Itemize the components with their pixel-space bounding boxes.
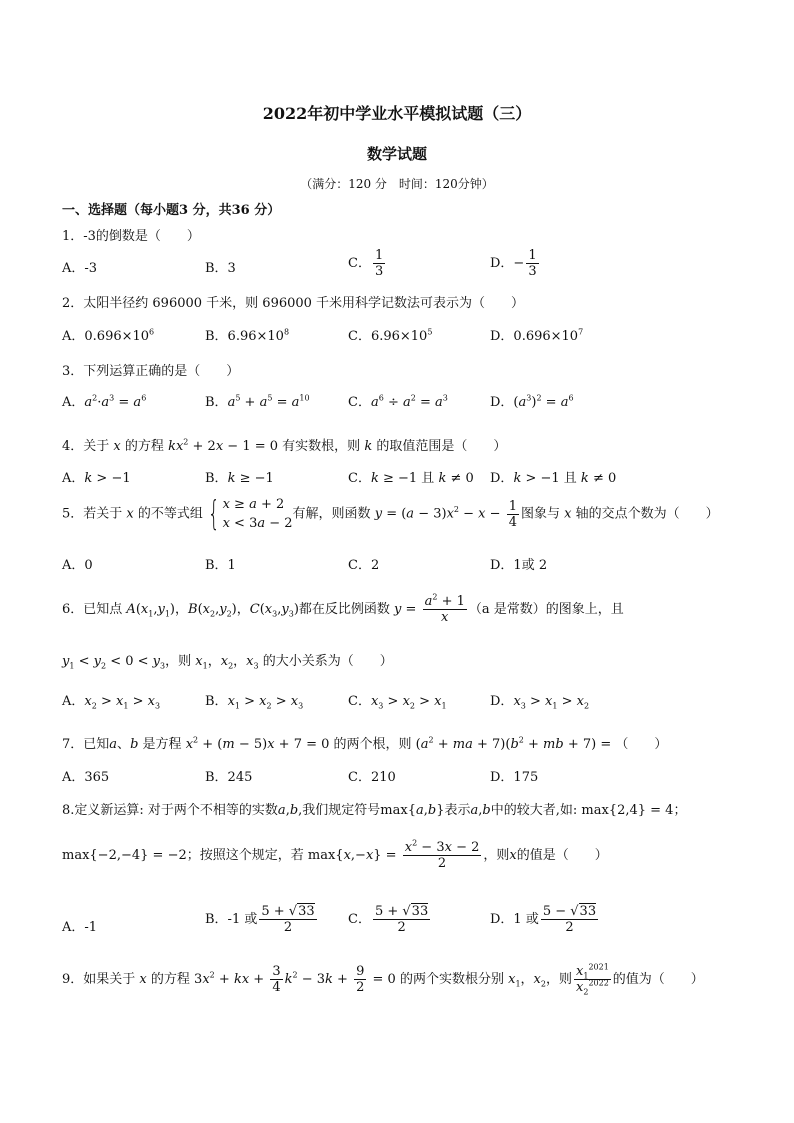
q3-option-b: B．$a^5 + a^5 = a^{10}$ bbox=[205, 393, 310, 410]
q7-option-a: A．365 bbox=[62, 770, 110, 785]
q5-option-a: A．0 bbox=[62, 558, 93, 573]
section-heading: 一、选择题（每小题3 分，共36 分） bbox=[62, 203, 281, 218]
q8-option-b: B．-1 或 $\frac{5 + √33}{2}$ bbox=[205, 904, 315, 935]
q3-option-d: D．$(a^3)^2 = a^6$ bbox=[490, 393, 574, 410]
exam-title: 2022年初中学业水平模拟试题（三） bbox=[262, 104, 532, 123]
q4-option-c: C．k ≥ −1 且 k ≠ 0 bbox=[348, 471, 474, 486]
q5-option-d: D．1或 2 bbox=[490, 558, 548, 573]
exam-subject: 数学试题 bbox=[366, 145, 427, 163]
question-2-stem: 2．太阳半径约 696000 千米，则 696000 千米用科学记数法可表示为（ ） bbox=[62, 296, 525, 311]
question-1-stem: 1．-3的倒数是（ ） bbox=[62, 229, 200, 244]
exam-info: （满分：120 分 时间：120分钟） bbox=[300, 177, 494, 191]
q6-option-d: D．$x_3 > x_1 > x_2$ bbox=[490, 694, 590, 711]
q7-option-b: B．245 bbox=[205, 770, 253, 785]
q5-option-c: C．2 bbox=[348, 558, 380, 573]
q7-option-d: D．175 bbox=[490, 770, 539, 785]
question-8-line1: 8.定义新运算: 对于两个不相等的实数a,b,我们规定符号max{a,b}表示a,b中的较大者,如: max{2,4} = 4； bbox=[62, 803, 687, 818]
q1-option-c: C． $\frac{1}{3}$ bbox=[348, 248, 384, 279]
q7-option-c: C．210 bbox=[348, 770, 396, 785]
question-4-stem: 4．关于 x 的方程 $kx^2 + 2x - 1 = 0$ 有实数根，则 k 的取值范围是（ ） bbox=[62, 437, 507, 454]
q4-option-d: D．k > −1 且 k ≠ 0 bbox=[490, 471, 617, 486]
q3-option-c: C．$a^6 \div a^2 = a^3$ bbox=[348, 393, 448, 410]
q8-option-c: C． $\frac{5 + √33}{2}$ bbox=[348, 904, 429, 935]
q2-option-a: A．$0.696\times 10^6$ bbox=[62, 327, 155, 344]
q3-option-a: A．$a^2\cdot a^3 = a^6$ bbox=[62, 393, 147, 410]
question-9-stem: 9．如果关于 x 的方程 $3x^2$ + kx + $\frac{3}{4}$ $k^2 - 3k$ + $\frac{9}{2}$ = 0 的两个实数根分别 $x_1$，$x_2$，则 $\frac{x_1^{2021}}{x_2^{2022}}$ 的值为（ ） bbox=[62, 962, 704, 997]
question-5-stem: 5．若关于 x 的不等式组 { x ≥ a + 2 x < 3a − 2 有解，则函数 $y = (a - 3)x^2 - x$ − $\frac{1}{4}$ 图象与 x 轴的交点个数为（ ） bbox=[62, 494, 719, 534]
q5-option-b: B．1 bbox=[205, 558, 236, 573]
q2-option-d: D．$0.696\times 10^7$ bbox=[490, 327, 584, 344]
q6-option-c: C．$x_3 > x_2 > x_1$ bbox=[348, 694, 447, 711]
q1-option-a: A．-3 bbox=[62, 261, 98, 276]
q4-option-a: A．k > −1 bbox=[62, 471, 131, 486]
question-7-stem: 7．已知a、b 是方程 $x^2 + (m - 5)x + 7 = 0$ 的两个根，则 ($a^2$ + ma + $7)(b^2$ + mb + 7) = （ ） bbox=[62, 735, 668, 752]
q6-option-b: B．$x_1 > x_2 > x_3$ bbox=[205, 694, 304, 711]
q8-option-d: D．1 或 $\frac{5 - √33}{2}$ bbox=[490, 904, 597, 935]
q8-option-a: A．-1 bbox=[62, 920, 98, 935]
q1-option-b: B．3 bbox=[205, 261, 236, 276]
q6-option-a: A．$x_2 > x_1 > x_3$ bbox=[62, 694, 161, 711]
q4-option-b: B．k ≥ −1 bbox=[205, 471, 274, 486]
question-6-stem: 6．已知点 $A(x_1,y_1)$，$B(x_2,y_2)$，$C(x_3,y_3)$都在反比例函数 y = $\frac{a^2 + 1}{x}$ （a 是常数）的图象上，且 bbox=[62, 592, 624, 625]
question-8-line2: max{−2,−4} = −2；按照这个规定，若 max{x,−x} = $\frac{x^2 - 3x - 2}{2}$ ，则x的值是（ ） bbox=[62, 838, 608, 871]
question-3-stem: 3．下列运算正确的是（ ） bbox=[62, 364, 240, 379]
q1-option-d: D．− $\frac{1}{3}$ bbox=[490, 248, 537, 279]
q2-option-b: B．$6.96\times 10^8$ bbox=[205, 327, 290, 344]
q2-option-c: C．$6.96\times 10^5$ bbox=[348, 327, 433, 344]
question-6-line2: $y_1 < y_2 < 0 < y_3$，则 $x_1$，$x_2$，$x_3$ 的大小关系为（ ） bbox=[62, 654, 393, 671]
